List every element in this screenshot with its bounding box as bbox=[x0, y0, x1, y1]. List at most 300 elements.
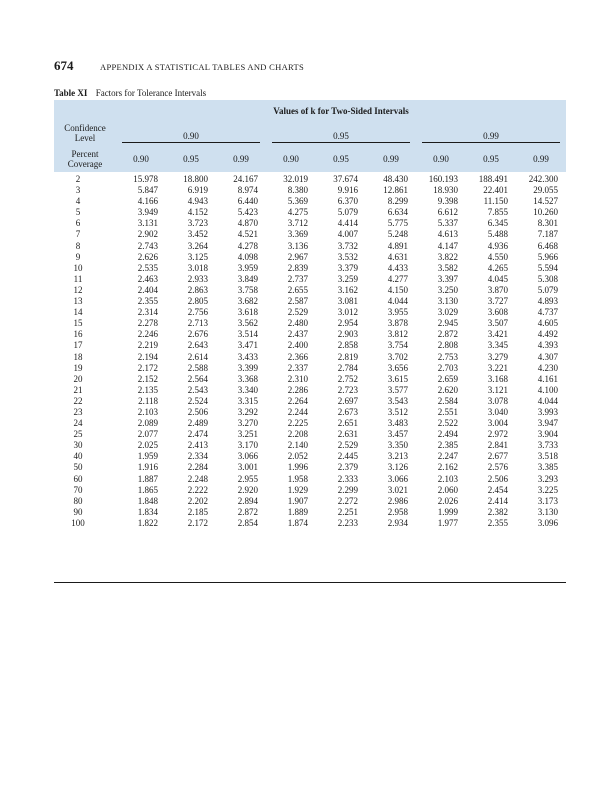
k-value-cell: 2.103 bbox=[437, 473, 458, 484]
k-value-cell: 1.834 bbox=[137, 506, 158, 517]
k-value-cell: 2.673 bbox=[337, 406, 358, 417]
page-number: 674 bbox=[54, 58, 74, 73]
k-value-cell: 3.021 bbox=[387, 484, 408, 495]
table-row bbox=[54, 507, 566, 518]
sample-size-cell: 17 bbox=[73, 340, 83, 351]
k-value-cell: 1.874 bbox=[287, 517, 308, 528]
k-value-cell: 3.004 bbox=[487, 418, 508, 429]
k-value-cell: 2.529 bbox=[287, 307, 308, 318]
coverage-column-header: 0.95 bbox=[183, 154, 199, 164]
sample-size-cell: 11 bbox=[73, 273, 83, 284]
confidence-group-header: 0.95 bbox=[266, 121, 416, 147]
k-value-cell: 2.355 bbox=[487, 517, 508, 528]
table-row bbox=[54, 329, 566, 340]
k-value-cell: 3.947 bbox=[537, 418, 558, 429]
table-row bbox=[54, 352, 566, 363]
k-value-cell: 3.577 bbox=[387, 384, 408, 395]
k-value-cell: 1.929 bbox=[287, 484, 308, 495]
k-value-cell: 2.529 bbox=[337, 440, 358, 451]
k-value-cell: 7.187 bbox=[537, 229, 558, 240]
k-value-cell: 3.727 bbox=[487, 296, 508, 307]
k-value-cell: 3.949 bbox=[137, 207, 158, 218]
k-value-cell: 3.993 bbox=[537, 406, 558, 417]
k-value-cell: 2.208 bbox=[287, 429, 308, 440]
k-value-cell: 3.421 bbox=[487, 329, 508, 340]
k-value-cell: 6.440 bbox=[237, 196, 258, 207]
k-value-cell: 3.732 bbox=[337, 240, 358, 251]
tolerance-factors-table bbox=[54, 100, 566, 529]
k-value-cell: 4.433 bbox=[387, 262, 408, 273]
coverage-column-header: 0.90 bbox=[283, 154, 299, 164]
k-value-cell: 2.902 bbox=[137, 229, 158, 240]
k-value-cell: 242.300 bbox=[528, 174, 558, 184]
k-value-cell: 3.251 bbox=[237, 429, 258, 440]
table-row bbox=[54, 274, 566, 285]
k-value-cell: 2.299 bbox=[337, 484, 358, 495]
k-value-cell: 4.936 bbox=[487, 240, 508, 251]
k-value-cell: 3.315 bbox=[237, 395, 258, 406]
k-value-cell: 3.225 bbox=[537, 484, 558, 495]
k-value-cell: 3.615 bbox=[387, 373, 408, 384]
k-value-cell: 3.081 bbox=[337, 296, 358, 307]
k-value-cell: 3.471 bbox=[237, 340, 258, 351]
k-value-cell: 5.423 bbox=[237, 207, 258, 218]
sample-size-cell: 60 bbox=[73, 473, 83, 484]
k-value-cell: 4.161 bbox=[537, 373, 558, 384]
k-value-cell: 2.025 bbox=[137, 440, 158, 451]
k-value-cell: 3.096 bbox=[537, 517, 558, 528]
sample-size-cell: 70 bbox=[73, 484, 83, 495]
k-value-cell: 5.594 bbox=[537, 262, 558, 273]
k-value-cell: 2.284 bbox=[187, 462, 208, 473]
k-value-cell: 4.613 bbox=[437, 229, 458, 240]
k-value-cell: 3.125 bbox=[187, 251, 208, 262]
k-value-cell: 2.225 bbox=[287, 418, 308, 429]
k-value-cell: 8.974 bbox=[237, 185, 258, 196]
k-value-cell: 5.308 bbox=[537, 273, 558, 284]
k-value-cell: 4.870 bbox=[237, 218, 258, 229]
k-value-cell: 2.052 bbox=[287, 451, 308, 462]
k-value-cell: 2.626 bbox=[137, 251, 158, 262]
k-value-cell: 4.278 bbox=[237, 240, 258, 251]
k-value-cell: 3.959 bbox=[237, 262, 258, 273]
k-value-cell: 15.978 bbox=[133, 174, 158, 184]
k-value-cell: 3.264 bbox=[187, 240, 208, 251]
sample-size-cell: 2 bbox=[75, 174, 81, 184]
k-value-cell: 24.167 bbox=[233, 174, 258, 184]
k-value-cell: 2.152 bbox=[137, 373, 158, 384]
k-value-cell: 2.314 bbox=[137, 307, 158, 318]
k-value-cell: 4.492 bbox=[537, 329, 558, 340]
k-value-cell: 4.393 bbox=[537, 340, 558, 351]
k-value-cell: 2.219 bbox=[137, 340, 158, 351]
k-value-cell: 3.543 bbox=[387, 395, 408, 406]
k-value-cell: 4.550 bbox=[487, 251, 508, 262]
k-value-cell: 5.488 bbox=[487, 229, 508, 240]
table-row bbox=[54, 307, 566, 318]
k-value-cell: 2.972 bbox=[487, 429, 508, 440]
k-value-cell: 2.723 bbox=[337, 384, 358, 395]
sample-size-cell: 15 bbox=[73, 318, 83, 329]
k-value-cell: 2.587 bbox=[287, 296, 308, 307]
k-value-cell: 6.370 bbox=[337, 196, 358, 207]
k-value-cell: 3.350 bbox=[387, 440, 408, 451]
k-value-cell: 2.437 bbox=[287, 329, 308, 340]
k-value-cell: 4.277 bbox=[387, 273, 408, 284]
k-value-cell: 1.958 bbox=[287, 473, 308, 484]
k-value-cell: 2.934 bbox=[387, 517, 408, 528]
table-row bbox=[54, 407, 566, 418]
k-value-cell: 6.634 bbox=[387, 207, 408, 218]
sample-size-cell: 3 bbox=[75, 185, 81, 196]
k-value-cell: 2.524 bbox=[187, 395, 208, 406]
table-row bbox=[54, 440, 566, 451]
k-value-cell: 3.173 bbox=[537, 495, 558, 506]
k-value-cell: 3.682 bbox=[237, 296, 258, 307]
k-value-cell: 7.855 bbox=[487, 207, 508, 218]
k-value-cell: 2.264 bbox=[287, 395, 308, 406]
k-value-cell: 2.185 bbox=[187, 506, 208, 517]
table-body bbox=[54, 172, 566, 529]
k-value-cell: 2.958 bbox=[387, 506, 408, 517]
k-value-cell: 2.474 bbox=[187, 429, 208, 440]
k-value-cell: 3.532 bbox=[337, 251, 358, 262]
k-value-cell: 4.147 bbox=[437, 240, 458, 251]
k-value-cell: 2.355 bbox=[137, 296, 158, 307]
k-value-cell: 3.878 bbox=[387, 318, 408, 329]
k-value-cell: 4.045 bbox=[487, 273, 508, 284]
k-value-cell: 2.655 bbox=[287, 284, 308, 295]
k-value-cell: 2.379 bbox=[337, 462, 358, 473]
table-row bbox=[54, 218, 566, 229]
k-value-cell: 3.078 bbox=[487, 395, 508, 406]
k-value-cell: 3.131 bbox=[137, 218, 158, 229]
running-head-title: APPENDIX A STATISTICAL TABLES AND CHARTS bbox=[100, 62, 304, 72]
k-value-cell: 3.812 bbox=[387, 329, 408, 340]
k-value-cell: 2.480 bbox=[287, 318, 308, 329]
k-value-cell: 3.758 bbox=[237, 284, 258, 295]
k-value-cell: 2.967 bbox=[287, 251, 308, 262]
sample-size-cell: 16 bbox=[73, 329, 83, 340]
k-value-cell: 4.044 bbox=[537, 395, 558, 406]
table-row bbox=[54, 462, 566, 473]
k-value-cell: 2.614 bbox=[187, 351, 208, 362]
k-value-cell: 12.861 bbox=[383, 185, 408, 196]
k-value-cell: 2.872 bbox=[437, 329, 458, 340]
table-row bbox=[54, 396, 566, 407]
k-value-cell: 3.001 bbox=[237, 462, 258, 473]
main-header: Values of k for Two-Sided Intervals bbox=[273, 106, 409, 116]
k-value-cell: 3.822 bbox=[437, 251, 458, 262]
k-value-cell: 3.507 bbox=[487, 318, 508, 329]
k-value-cell: 2.489 bbox=[187, 418, 208, 429]
k-value-cell: 1.977 bbox=[437, 517, 458, 528]
sample-size-cell: 8 bbox=[75, 240, 81, 251]
k-value-cell: 3.702 bbox=[387, 351, 408, 362]
k-value-cell: 2.522 bbox=[437, 418, 458, 429]
k-value-cell: 3.126 bbox=[387, 462, 408, 473]
table-row bbox=[54, 229, 566, 240]
sample-size-cell: 22 bbox=[73, 395, 83, 406]
coverage-column-header: 0.99 bbox=[233, 154, 249, 164]
k-value-cell: 4.307 bbox=[537, 351, 558, 362]
k-value-cell: 3.221 bbox=[487, 362, 508, 373]
sample-size-cell: 21 bbox=[73, 384, 83, 395]
k-value-cell: 2.103 bbox=[137, 406, 158, 417]
k-value-cell: 2.737 bbox=[287, 273, 308, 284]
k-value-cell: 3.168 bbox=[487, 373, 508, 384]
k-value-cell: 2.140 bbox=[287, 440, 308, 451]
k-value-cell: 2.697 bbox=[337, 395, 358, 406]
table-row bbox=[54, 263, 566, 274]
k-value-cell: 2.077 bbox=[137, 429, 158, 440]
k-value-cell: 6.345 bbox=[487, 218, 508, 229]
k-value-cell: 4.414 bbox=[337, 218, 358, 229]
k-value-cell: 2.366 bbox=[287, 351, 308, 362]
k-value-cell: 2.955 bbox=[237, 473, 258, 484]
k-value-cell: 2.620 bbox=[437, 384, 458, 395]
k-value-cell: 3.270 bbox=[237, 418, 258, 429]
k-value-cell: 2.233 bbox=[337, 517, 358, 528]
k-value-cell: 2.584 bbox=[437, 395, 458, 406]
k-value-cell: 3.293 bbox=[537, 473, 558, 484]
k-value-cell: 2.954 bbox=[337, 318, 358, 329]
k-value-cell: 2.752 bbox=[337, 373, 358, 384]
coverage-column-header: 0.90 bbox=[433, 154, 449, 164]
k-value-cell: 3.259 bbox=[337, 273, 358, 284]
k-value-cell: 3.121 bbox=[487, 384, 508, 395]
table-title: Factors for Tolerance Intervals bbox=[95, 88, 207, 98]
k-value-cell: 4.521 bbox=[237, 229, 258, 240]
k-value-cell: 37.674 bbox=[333, 174, 358, 184]
table-row bbox=[54, 451, 566, 462]
k-value-cell: 18.930 bbox=[433, 185, 458, 196]
k-value-cell: 2.400 bbox=[287, 340, 308, 351]
sample-size-cell: 24 bbox=[73, 418, 83, 429]
k-value-cell: 2.089 bbox=[137, 418, 158, 429]
k-value-cell: 3.562 bbox=[237, 318, 258, 329]
k-value-cell: 3.279 bbox=[487, 351, 508, 362]
sample-size-cell: 50 bbox=[73, 462, 83, 473]
table-row bbox=[54, 374, 566, 385]
k-value-cell: 2.382 bbox=[487, 506, 508, 517]
k-value-cell: 3.066 bbox=[387, 473, 408, 484]
sample-size-cell: 90 bbox=[73, 506, 83, 517]
k-value-cell: 2.506 bbox=[187, 406, 208, 417]
table-row bbox=[54, 196, 566, 207]
k-value-cell: 4.631 bbox=[387, 251, 408, 262]
coverage-column-header: 0.95 bbox=[333, 154, 349, 164]
k-value-cell: 2.246 bbox=[137, 329, 158, 340]
k-value-cell: 2.162 bbox=[437, 462, 458, 473]
k-value-cell: 3.870 bbox=[487, 284, 508, 295]
k-value-cell: 3.368 bbox=[237, 373, 258, 384]
k-value-cell: 4.152 bbox=[187, 207, 208, 218]
k-value-cell: 6.919 bbox=[187, 185, 208, 196]
k-value-cell: 2.333 bbox=[337, 473, 358, 484]
k-value-cell: 3.483 bbox=[387, 418, 408, 429]
k-value-cell: 3.385 bbox=[537, 462, 558, 473]
sample-size-cell: 14 bbox=[73, 307, 83, 318]
k-value-cell: 14.527 bbox=[533, 196, 558, 207]
k-value-cell: 3.518 bbox=[537, 451, 558, 462]
k-value-cell: 2.863 bbox=[187, 284, 208, 295]
k-value-cell: 2.172 bbox=[137, 362, 158, 373]
k-value-cell: 3.040 bbox=[487, 406, 508, 417]
table-bottom-rule bbox=[54, 582, 566, 583]
k-value-cell: 1.996 bbox=[287, 462, 308, 473]
k-value-cell: 5.079 bbox=[337, 207, 358, 218]
sample-size-cell: 25 bbox=[73, 429, 83, 440]
k-value-cell: 2.677 bbox=[487, 451, 508, 462]
k-value-cell: 2.631 bbox=[337, 429, 358, 440]
k-value-cell: 2.385 bbox=[437, 440, 458, 451]
k-value-cell: 2.445 bbox=[337, 451, 358, 462]
k-value-cell: 1.865 bbox=[137, 484, 158, 495]
sample-size-cell: 19 bbox=[73, 362, 83, 373]
sample-size-cell: 30 bbox=[73, 440, 83, 451]
k-value-cell: 2.060 bbox=[437, 484, 458, 495]
k-value-cell: 3.608 bbox=[487, 307, 508, 318]
k-value-cell: 3.733 bbox=[537, 440, 558, 451]
k-value-cell: 1.907 bbox=[287, 495, 308, 506]
table-row bbox=[54, 172, 566, 185]
k-value-cell: 4.943 bbox=[187, 196, 208, 207]
k-value-cell: 2.334 bbox=[187, 451, 208, 462]
k-value-cell: 1.959 bbox=[137, 451, 158, 462]
k-value-cell: 8.299 bbox=[387, 196, 408, 207]
sample-size-cell: 20 bbox=[73, 373, 83, 384]
k-value-cell: 2.588 bbox=[187, 362, 208, 373]
k-value-cell: 3.397 bbox=[437, 273, 458, 284]
table-label: Table XI bbox=[54, 88, 88, 98]
k-value-cell: 2.676 bbox=[187, 329, 208, 340]
k-value-cell: 1.916 bbox=[137, 462, 158, 473]
table-row bbox=[54, 285, 566, 296]
confidence-group-header: 0.99 bbox=[416, 121, 566, 147]
k-value-cell: 3.904 bbox=[537, 429, 558, 440]
k-value-cell: 9.398 bbox=[437, 196, 458, 207]
table-row bbox=[54, 496, 566, 507]
sample-size-cell: 100 bbox=[71, 517, 85, 528]
k-value-cell: 2.247 bbox=[437, 451, 458, 462]
k-value-cell: 3.340 bbox=[237, 384, 258, 395]
k-value-cell: 5.847 bbox=[137, 185, 158, 196]
k-value-cell: 4.605 bbox=[537, 318, 558, 329]
table-row bbox=[54, 485, 566, 496]
k-value-cell: 2.808 bbox=[437, 340, 458, 351]
k-value-cell: 3.213 bbox=[387, 451, 408, 462]
percent-coverage-header: Percent Coverage bbox=[67, 149, 103, 169]
k-value-cell: 2.135 bbox=[137, 384, 158, 395]
k-value-cell: 4.275 bbox=[287, 207, 308, 218]
running-head bbox=[54, 58, 304, 74]
k-value-cell: 2.703 bbox=[437, 362, 458, 373]
k-value-cell: 2.414 bbox=[487, 495, 508, 506]
k-value-cell: 2.272 bbox=[337, 495, 358, 506]
k-value-cell: 3.754 bbox=[387, 340, 408, 351]
sample-size-cell: 13 bbox=[73, 296, 83, 307]
k-value-cell: 1.848 bbox=[137, 495, 158, 506]
k-value-cell: 4.265 bbox=[487, 262, 508, 273]
k-value-cell: 2.564 bbox=[187, 373, 208, 384]
coverage-column-header: 0.90 bbox=[133, 154, 149, 164]
k-value-cell: 3.130 bbox=[537, 506, 558, 517]
table-caption bbox=[54, 88, 206, 98]
k-value-cell: 1.889 bbox=[287, 506, 308, 517]
k-value-cell: 3.170 bbox=[237, 440, 258, 451]
k-value-cell: 4.737 bbox=[537, 307, 558, 318]
k-value-cell: 6.468 bbox=[537, 240, 558, 251]
k-value-cell: 4.891 bbox=[387, 240, 408, 251]
table-row bbox=[54, 241, 566, 252]
k-value-cell: 2.753 bbox=[437, 351, 458, 362]
k-value-cell: 2.651 bbox=[337, 418, 358, 429]
k-value-cell: 3.656 bbox=[387, 362, 408, 373]
sample-size-cell: 5 bbox=[75, 207, 81, 218]
k-value-cell: 2.454 bbox=[487, 484, 508, 495]
k-value-cell: 1.999 bbox=[437, 506, 458, 517]
k-value-cell: 3.029 bbox=[437, 307, 458, 318]
k-value-cell: 2.413 bbox=[187, 440, 208, 451]
k-value-cell: 3.582 bbox=[437, 262, 458, 273]
k-value-cell: 2.933 bbox=[187, 273, 208, 284]
table-row bbox=[54, 296, 566, 307]
k-value-cell: 9.916 bbox=[337, 185, 358, 196]
table-row bbox=[54, 318, 566, 329]
k-value-cell: 2.248 bbox=[187, 473, 208, 484]
k-value-cell: 2.659 bbox=[437, 373, 458, 384]
k-value-cell: 2.404 bbox=[137, 284, 158, 295]
k-value-cell: 2.858 bbox=[337, 340, 358, 351]
k-value-cell: 2.551 bbox=[437, 406, 458, 417]
k-value-cell: 3.452 bbox=[187, 229, 208, 240]
table-row bbox=[54, 363, 566, 374]
k-value-cell: 3.512 bbox=[387, 406, 408, 417]
k-value-cell: 3.018 bbox=[187, 262, 208, 273]
k-value-cell: 8.380 bbox=[287, 185, 308, 196]
k-value-cell: 2.854 bbox=[237, 517, 258, 528]
k-value-cell: 3.399 bbox=[237, 362, 258, 373]
k-value-cell: 5.966 bbox=[537, 251, 558, 262]
k-value-cell: 48.430 bbox=[383, 174, 408, 184]
k-value-cell: 2.463 bbox=[137, 273, 158, 284]
sample-size-cell: 40 bbox=[73, 451, 83, 462]
k-value-cell: 4.098 bbox=[237, 251, 258, 262]
coverage-column-header: 0.99 bbox=[533, 154, 549, 164]
k-value-cell: 2.337 bbox=[287, 362, 308, 373]
k-value-cell: 3.849 bbox=[237, 273, 258, 284]
table-row bbox=[54, 385, 566, 396]
k-value-cell: 3.955 bbox=[387, 307, 408, 318]
k-value-cell: 3.712 bbox=[287, 218, 308, 229]
k-value-cell: 2.576 bbox=[487, 462, 508, 473]
sample-size-cell: 12 bbox=[73, 284, 83, 295]
k-value-cell: 3.066 bbox=[237, 451, 258, 462]
k-value-cell: 32.019 bbox=[283, 174, 308, 184]
table-row bbox=[54, 518, 566, 529]
sample-size-cell: 7 bbox=[75, 229, 81, 240]
k-value-cell: 4.893 bbox=[537, 296, 558, 307]
k-value-cell: 6.612 bbox=[437, 207, 458, 218]
k-value-cell: 2.202 bbox=[187, 495, 208, 506]
k-value-cell: 2.986 bbox=[387, 495, 408, 506]
k-value-cell: 10.260 bbox=[533, 207, 558, 218]
sample-size-cell: 18 bbox=[73, 351, 83, 362]
k-value-cell: 2.194 bbox=[137, 351, 158, 362]
k-value-cell: 188.491 bbox=[478, 174, 508, 184]
k-value-cell: 1.887 bbox=[137, 473, 158, 484]
